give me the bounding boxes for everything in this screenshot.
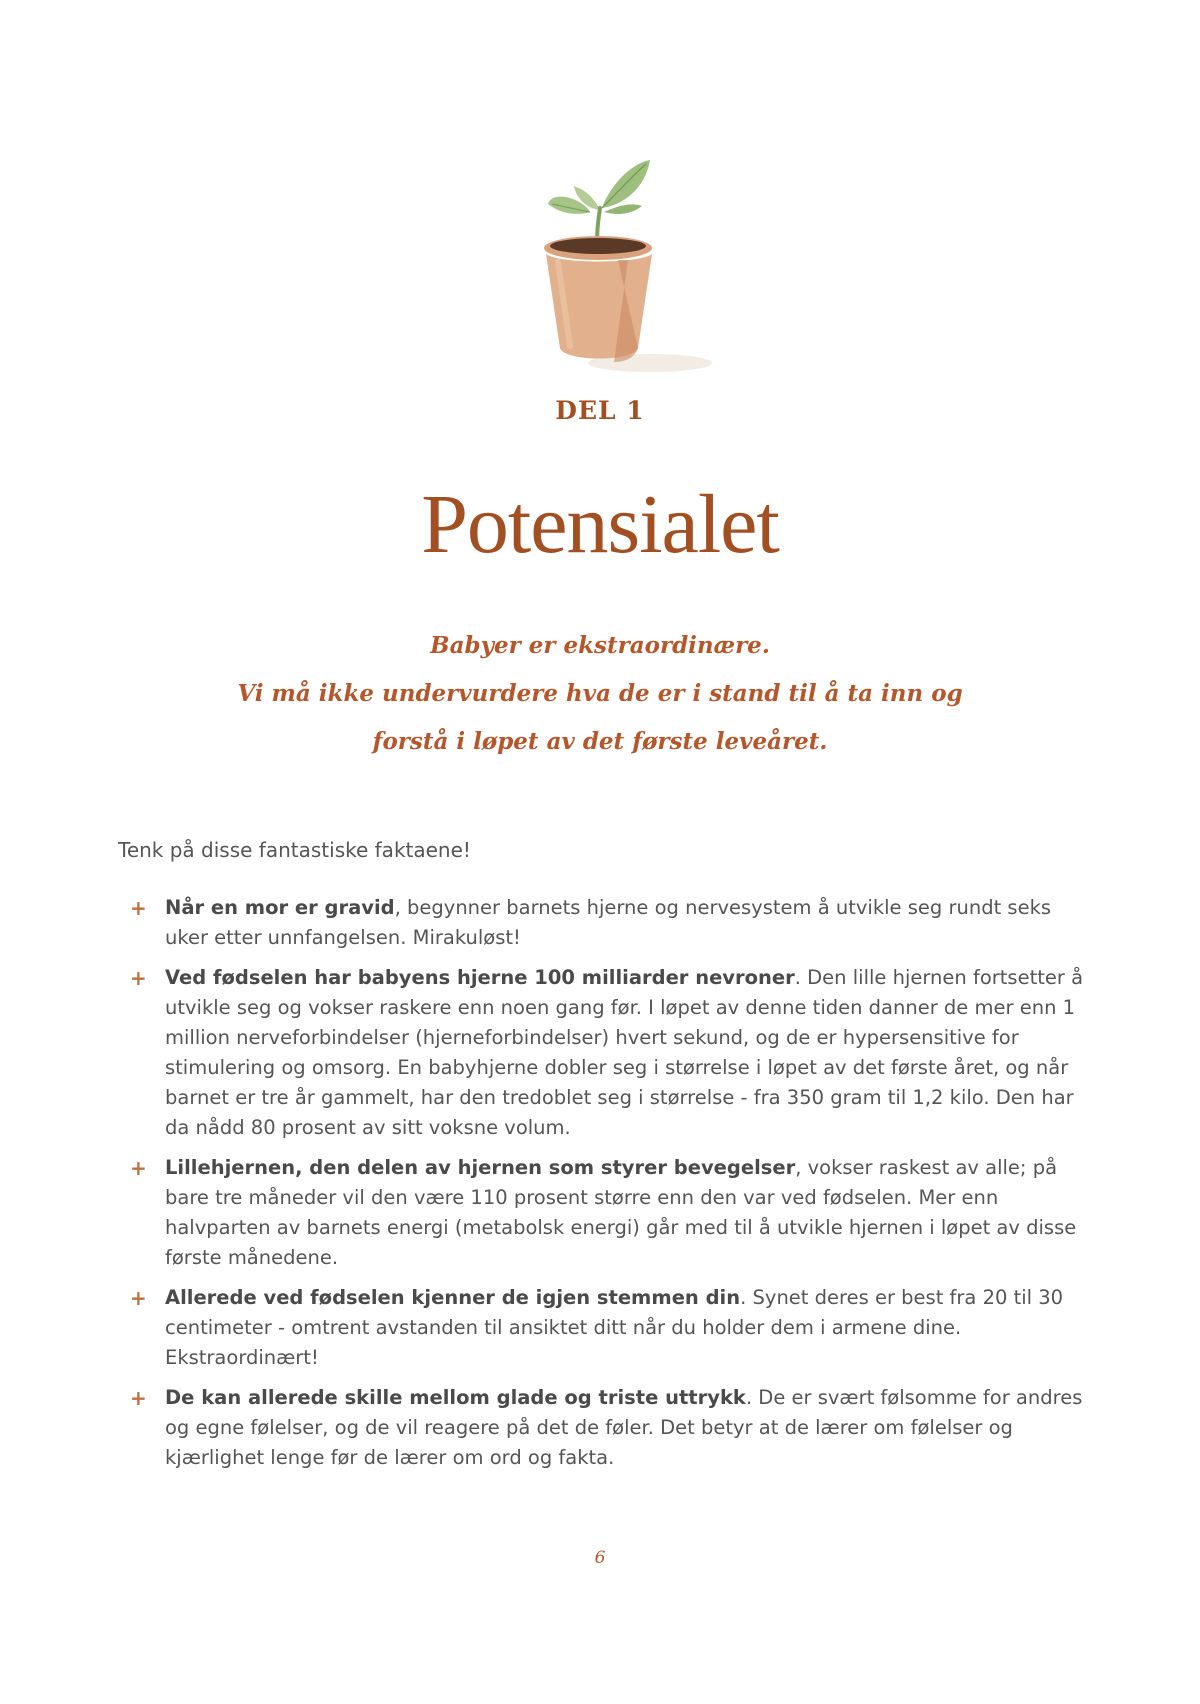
facts-list [118, 893, 1088, 1483]
fact-item [118, 1283, 1088, 1373]
lead-line: forstå i løpet av det første leveåret. [372, 728, 828, 755]
plus-icon: + [130, 1156, 147, 1180]
fact-text: , vokser raskest av alle; på bare tre måneder vil den være 110 prosent større enn den var ved fødselen. Mer enn halvparten av barnets energi (metabolsk energi) går med til å utvikle hjernen i løpet av disse første månedene. [165, 1156, 1077, 1269]
fact-bold-text: Lillehjernen, den delen av hjernen som styrer bevegelser [165, 1156, 796, 1179]
fact-text: . De er svært følsomme for andres og egne følelser, og de vil reagere på det de føler. Det betyr at de lærer om følelser og kjærlighet lenge før de lærer om ord og fakta. [165, 1386, 1083, 1469]
plus-icon: + [130, 1286, 147, 1310]
potted-seedling-icon [530, 150, 720, 385]
fact-text: , begynner barnets hjerne og nervesystem å utvikle seg rundt seks uker etter unnfangelsen. Mirakuløst! [165, 896, 1052, 949]
plus-icon: + [130, 966, 147, 990]
lead-quote [120, 622, 1080, 766]
page-title: Potensialet [421, 478, 779, 571]
fact-text: . Synet deres er best fra 20 til 30 centimeter - omtrent avstanden til ansiktet ditt når du holder dem i armene dine. Ekstraordinært! [165, 1286, 1064, 1369]
fact-item [118, 1153, 1088, 1273]
fact-bold-text: De kan allerede skille mellom glade og triste uttrykk [165, 1386, 746, 1409]
fact-bold-text: Ved fødselen har babyens hjerne 100 milliarder nevroner [165, 966, 795, 989]
fact-item [118, 893, 1088, 953]
lead-line: Vi må ikke undervurdere hva de er i stand til å ta inn og [237, 680, 963, 707]
plus-icon: + [130, 1386, 147, 1410]
plus-icon: + [130, 896, 147, 920]
fact-bold-text: Når en mor er gravid [165, 896, 395, 919]
fact-item [118, 1383, 1088, 1473]
fact-item [118, 963, 1088, 1143]
fact-bold-text: Allerede ved fødselen kjenner de igjen stemmen din [165, 1286, 741, 1309]
lead-line: Babyer er ekstraordinære. [430, 632, 770, 659]
part-label: DEL 1 [555, 396, 645, 425]
page-number: 6 [594, 1548, 606, 1568]
intro-text: Tenk på disse fantastiske faktaene! [118, 838, 471, 862]
fact-text: . Den lille hjernen fortsetter å utvikle seg og vokser raskere enn noen gang før. I løpet av denne tiden danner de mer enn 1 million nerveforbindelser (hjerneforbindelser) hvert sekund, og de er hypersensitive for stimulering og omsorg. En babyhjerne dobler seg i størrelse i løpet av det første året, og når barnet er tre år gammelt, har den tredoblet seg i størrelse - fra 350 gram til 1,2 kilo. Den har da nådd 80 prosent av sitt voksne volum. [165, 966, 1084, 1139]
